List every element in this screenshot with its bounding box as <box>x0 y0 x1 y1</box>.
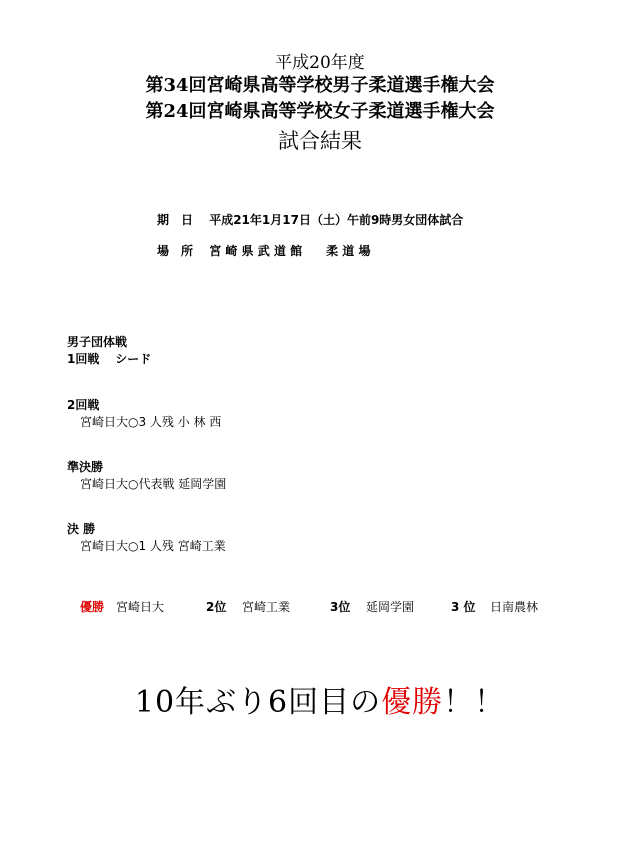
tournament-title-girls: 第24回宮崎県高等学校女子柔道選手権大会 <box>145 101 495 122</box>
section-heading-boys-team: 男子団体戦 <box>67 335 128 349</box>
third-place-team-a: 延岡学園 <box>366 600 415 614</box>
headline-highlight: 優勝 <box>381 685 444 720</box>
headline <box>0 677 640 721</box>
headline-exclaim: ！！ <box>443 685 506 720</box>
semifinal-label: 準決勝 <box>67 460 104 474</box>
semifinal-result: 宮崎日大○代表戦 延岡学園 <box>80 477 227 491</box>
place-label: 場 所 <box>157 244 194 258</box>
round1-result: シード <box>115 352 152 366</box>
place-value: 宮 崎 県 武 道 館 柔 道 場 <box>209 244 371 258</box>
date-value: 平成21年1月17日（土）午前9時男女団体試合 <box>209 213 464 227</box>
third-place-label-a: 3位 <box>330 600 351 614</box>
page-title: 試合結果 <box>278 129 362 153</box>
final-result: 宮崎日大○1 人残 宮崎工業 <box>80 539 226 553</box>
second-place-label: 2位 <box>206 600 227 614</box>
tournament-title-boys: 第34回宮崎県高等学校男子柔道選手権大会 <box>145 75 495 96</box>
headline-text: 10年ぶり6回目の <box>134 685 382 720</box>
champion-team: 宮崎日大 <box>116 600 165 614</box>
date-row <box>157 211 463 228</box>
third-place-team-b: 日南農林 <box>490 600 539 614</box>
round1-label: 1回戦 <box>67 352 100 366</box>
era-year: 平成20年度 <box>275 53 365 73</box>
third-place-label-b: 3 位 <box>451 600 476 614</box>
round1-row <box>67 350 151 367</box>
final-label: 決 勝 <box>67 522 96 536</box>
round2-label: 2回戦 <box>67 398 100 412</box>
champion-label: 優勝 <box>80 600 105 614</box>
date-label: 期 日 <box>157 213 194 227</box>
second-place-team: 宮崎工業 <box>242 600 291 614</box>
round2-result: 宮崎日大○3 人残 小 林 西 <box>80 415 222 429</box>
place-row <box>157 242 370 259</box>
